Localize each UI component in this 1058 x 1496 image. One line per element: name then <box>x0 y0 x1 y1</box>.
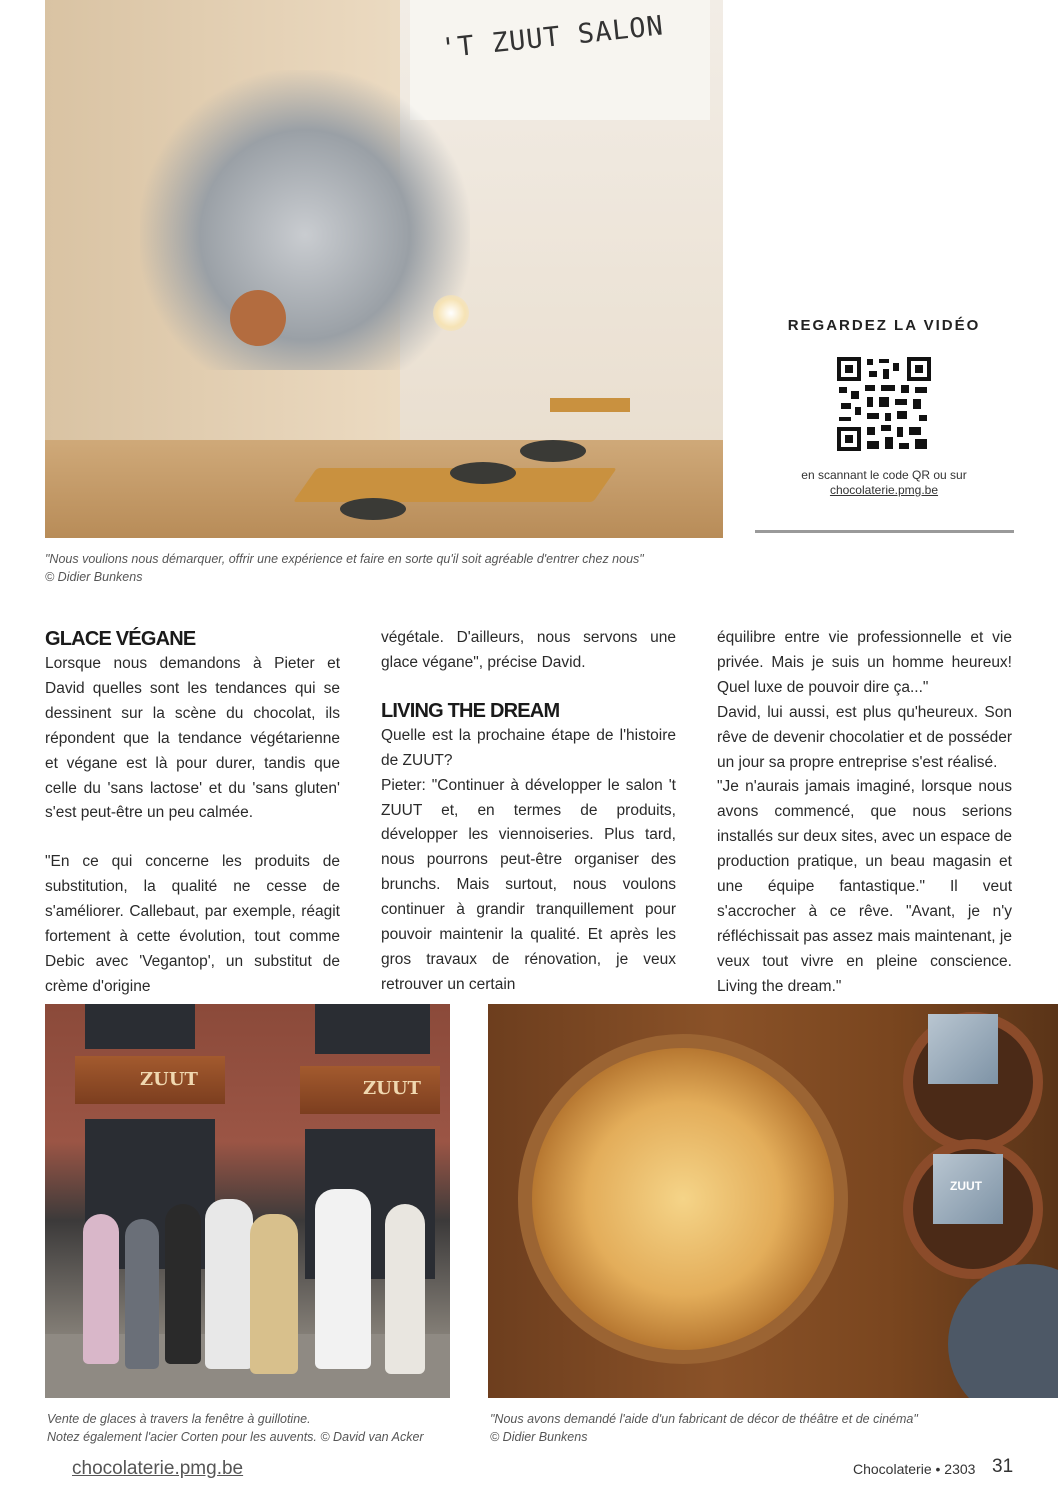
stool <box>340 498 406 520</box>
shop-window <box>85 1004 195 1049</box>
article-paragraph-continued: Pieter: "Continuer à développer le salon 't ZUUT et, en termes de produits, développer les viennoiseries. Plus tard, nous pourrons peut-être organiser des brunchs. Mais surtout, nous voulons continuer à grandir tranquillement pour pouvoir maintenir la qualité. Et après les gros travaux de rénovation, je veux retrouver un certain <box>381 776 676 993</box>
article-paragraph-continued: végétale. D'ailleurs, nous servons une glace végane", précise David. <box>381 629 676 671</box>
footer-site-link[interactable]: chocolaterie.pmg.be <box>72 1458 244 1479</box>
article-paragraph: David, lui aussi, est plus qu'heureux. Son rêve de devenir chocolatier et de posséder un jour sa propre entreprise s'est réalisé. <box>717 703 1012 771</box>
article-column-1 <box>45 626 340 1000</box>
article-paragraph: Quelle est la prochaine étape de l'histoire de ZUUT? <box>381 726 676 769</box>
customer <box>165 1204 201 1364</box>
chocolate-box-logo: ZUUT <box>950 1179 982 1193</box>
shop-front-photo <box>45 1004 450 1398</box>
shop-window <box>315 1004 430 1054</box>
section-heading-glace-vegane: GLACE VÉGANE <box>45 628 196 650</box>
customer <box>83 1214 119 1364</box>
top-caption-line2: © Didier Bunkens <box>45 570 143 584</box>
salon-sign-text: 'T ZUUT SALON <box>438 10 666 65</box>
qr-code-icon[interactable] <box>837 357 931 451</box>
section-heading-living-the-dream: LIVING THE DREAM <box>381 699 560 722</box>
decor-photo-caption <box>490 1410 990 1446</box>
qr-title: REGARDEZ LA VIDÉO <box>787 317 981 334</box>
qr-note <box>755 468 1013 498</box>
customer <box>315 1189 371 1369</box>
article-column-2 <box>381 626 676 998</box>
shop-caption-line1: Vente de glaces à travers la fenêtre à guillotine. <box>47 1412 311 1426</box>
article-paragraph-continued: équilibre entre vie professionnelle et vie privée. Mais je suis un homme heureux! Quel luxe de pouvoir dire ça..." <box>717 629 1012 696</box>
copper-pan <box>230 290 286 346</box>
customer <box>385 1204 425 1374</box>
customer <box>125 1219 159 1369</box>
qr-link[interactable]: chocolaterie.pmg.be <box>829 483 939 497</box>
stool <box>520 440 586 462</box>
footer-magazine: Chocolaterie • 2303 <box>853 1461 976 1477</box>
awning-logo: ZUUT <box>363 1078 421 1099</box>
article-column-3 <box>717 626 1012 1000</box>
small-table <box>550 398 630 412</box>
shop-photo-caption <box>47 1410 457 1446</box>
qr-divider <box>755 530 1014 533</box>
stool <box>450 462 516 484</box>
top-photo-caption <box>45 550 725 586</box>
article-paragraph: "Je n'aurais jamais imaginé, lorsque nous avons commencé, que nous serions installés sur deux sites, avec un espace de production pratique, un beau magasin et une équipe fantastique." Il veut s'accrocher à ce rêve. "Avant, je n'y réfléchissait pas assez mais maintenant, je veux tout vivre en pleine conscience. Living the dream." <box>717 778 1012 995</box>
top-photo <box>45 0 723 538</box>
awning-logo: ZUUT <box>140 1069 198 1090</box>
chocolate-box <box>928 1014 998 1084</box>
porthole-window <box>518 1034 848 1364</box>
customer <box>205 1199 253 1369</box>
qr-note-text: en scannant le code QR ou sur <box>801 468 967 482</box>
decor-caption-line2: © Didier Bunkens <box>490 1430 588 1444</box>
top-caption-line1: "Nous voulions nous démarquer, offrir une expérience et faire en sorte qu'il soit agréable d'entrer chez nous" <box>45 552 644 566</box>
wall-lamp <box>433 295 469 331</box>
shop-caption-line2: Notez également l'acier Corten pour les auvents. © David van Acker <box>47 1430 424 1444</box>
porthole-decor-photo <box>488 1004 1058 1398</box>
page-number: 31 <box>992 1456 1014 1477</box>
utensil-chandelier <box>140 70 470 370</box>
article-paragraph: Lorsque nous demandons à Pieter et David quelles sont les tendances qui se dessinent sur la scène du chocolat, ils répondent que la tendance végétarienne et végane est là pour durer, tandis que celle du 'sans lactose' et du 'sans gluten' s'est peut-être un peu calmée. <box>45 655 340 822</box>
customer <box>250 1214 298 1374</box>
decor-caption-line1: "Nous avons demandé l'aide d'un fabricant de décor de théâtre et de cinéma" <box>490 1412 918 1426</box>
person-shoulder <box>948 1264 1058 1398</box>
article-paragraph-continued: "En ce qui concerne les produits de substitution, la qualité ne cesse de s'améliorer. Callebaut, par exemple, réagit fortement à cette évolution, tout comme Debic avec 'Vegantop', un substitut de crème d'origine <box>45 853 340 995</box>
